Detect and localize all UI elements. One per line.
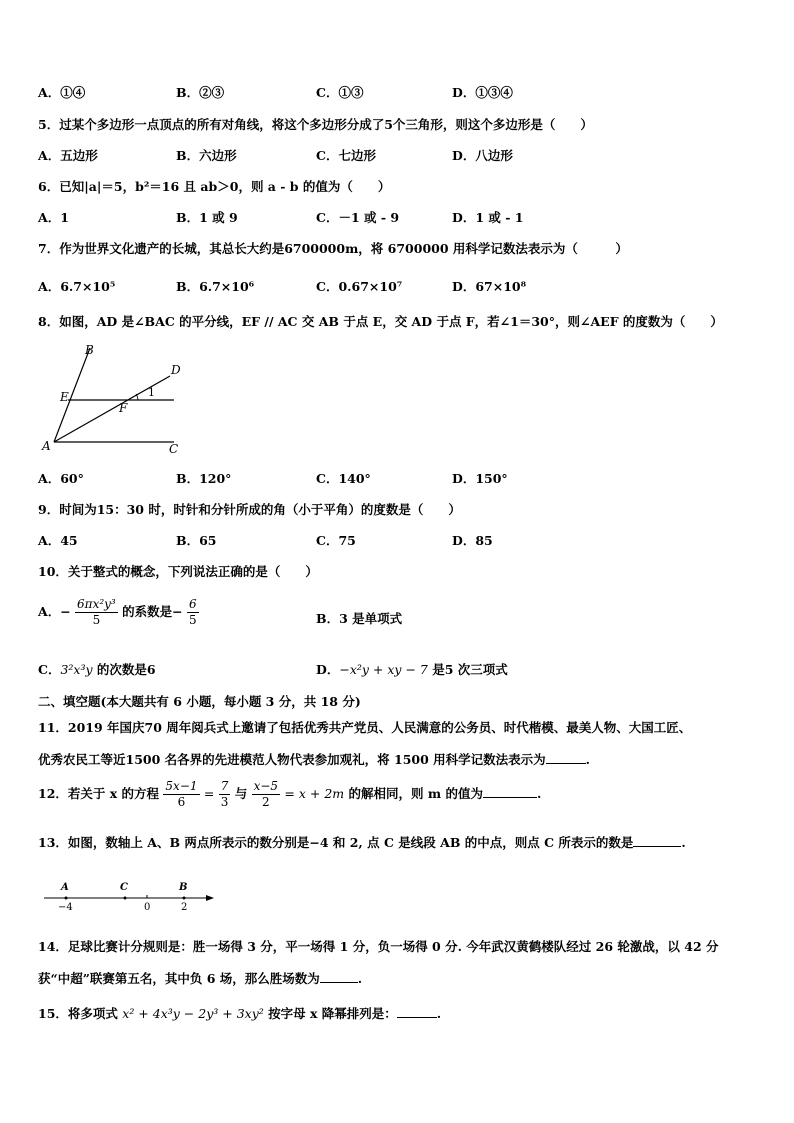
q10-d-math: −x²y + xy − 7 — [339, 662, 428, 677]
q6-option-c: C．－1 或 - 9 — [316, 210, 400, 225]
tick-label-2: 2 — [181, 902, 188, 913]
label-f: F — [119, 401, 128, 415]
point-b-dot — [183, 897, 186, 900]
tick-label-neg4: −4 — [58, 902, 73, 913]
q14-answer-blank[interactable] — [320, 970, 358, 983]
q15-line — [38, 1004, 441, 1022]
q11-end: . — [585, 752, 590, 767]
q15-suffix: 按字母 x 降幂排列是： — [268, 1006, 397, 1021]
q5-option-d: D．八边形 — [452, 148, 513, 163]
q12-f1-den: 6 — [177, 795, 186, 809]
q6-stem: 6．已知|a|＝5，b²＝16 且 ab＞0，则 a - b 的值为（ ） — [38, 179, 391, 194]
q4-option-d: D．①③④ — [452, 85, 513, 100]
q15-prefix: 15．将多项式 — [38, 1006, 118, 1021]
q10-a-mid: 的系数是− — [122, 604, 183, 619]
tick-label-0: 0 — [144, 902, 151, 913]
q5-option-a: A．五边形 — [38, 148, 98, 163]
label-b: B — [85, 343, 94, 357]
q13-number-line — [38, 874, 223, 914]
q11-line-1: 11．2019 年国庆70 周年阅兵式上邀请了包括优秀共产党员、人民满意的公务员、时代楷模、最美人物、大国工匠、 — [38, 720, 692, 735]
q12-fraction-2 — [219, 779, 231, 810]
q10-option-a — [38, 597, 199, 628]
q10-c-prefix: C． — [38, 662, 61, 677]
q15-math: x² + 4x³y − 2y³ + 3xy² — [122, 1006, 264, 1021]
q8-option-d: D．150° — [452, 471, 508, 486]
q5-option-c: C．七边形 — [316, 148, 376, 163]
label-e: E — [60, 390, 69, 404]
q12-f1-num: 5x−1 — [165, 779, 198, 793]
q12-answer-blank[interactable] — [483, 785, 537, 798]
q10-a-frac-den: 5 — [92, 613, 101, 627]
point-a-label: A — [61, 882, 69, 893]
point-a-dot — [65, 897, 68, 900]
q6-option-b: B．1 或 9 — [176, 210, 238, 225]
q14-end: . — [357, 971, 363, 986]
q15-end: . — [436, 1006, 442, 1021]
q13-line — [38, 833, 686, 851]
q12-prefix: 12．若关于 x 的方程 — [38, 786, 160, 801]
q8-option-b: B．120° — [176, 471, 232, 486]
q4-option-b: B．②③ — [176, 85, 225, 100]
q14-line-2-text: 获“中超”联赛第五名，其中负 6 场，那么胜场数为 — [38, 971, 320, 986]
q10-a-prefix: A．− — [38, 604, 71, 619]
q7-option-d: D．67×10⁸ — [452, 279, 527, 294]
q8-option-c: C．140° — [316, 471, 371, 486]
q10-option-c — [38, 660, 156, 678]
q10-a-frac2-den: 5 — [188, 613, 197, 627]
point-c-label: C — [120, 882, 128, 893]
q9-option-d: D．85 — [452, 533, 493, 548]
label-d: D — [171, 363, 181, 377]
section-2-title: 二、填空题(本大题共有 6 小题，每小题 3 分，共 18 分) — [38, 694, 361, 709]
q6-option-a: A．1 — [38, 210, 69, 225]
q4-option-a: A．①④ — [38, 85, 86, 100]
point-b-label: B — [179, 882, 188, 893]
q12-suffix: 的解相同，则 m 的值为 — [348, 786, 483, 801]
label-a: A — [42, 439, 51, 453]
q12-line — [38, 779, 541, 810]
q10-a-fraction-2 — [187, 597, 199, 628]
q11-line-2 — [38, 750, 590, 768]
q8-option-a: A．60° — [38, 471, 84, 486]
q10-stem: 10．关于整式的概念，下列说法正确的是（ ） — [38, 564, 318, 579]
q14-line-1: 14．足球比赛计分规则是：胜一场得 3 分，平一场得 1 分，负一场得 0 分. 今年武汉黄鹤楼队经过 26 轮激战，以 42 分 — [38, 939, 719, 954]
q10-c-suffix: 的次数是6 — [96, 662, 156, 677]
q9-option-a: A．45 — [38, 533, 78, 548]
q12-fraction-3 — [252, 779, 280, 810]
q10-a-fraction — [75, 597, 118, 628]
q7-option-b: B．6.7×10⁶ — [176, 279, 255, 294]
q10-option-d — [316, 660, 508, 678]
q12-f2-den: 3 — [220, 795, 229, 809]
q14-line-2 — [38, 969, 362, 987]
q13-answer-blank[interactable] — [633, 834, 681, 847]
q9-option-c: C．75 — [316, 533, 356, 548]
q10-d-suffix: 是5 次三项式 — [432, 662, 508, 677]
q6-option-d: D．1 或 - 1 — [452, 210, 524, 225]
q12-rhs: = x + 2m — [284, 786, 345, 801]
q7-option-a: A．6.7×10⁵ — [38, 279, 116, 294]
q13-end: . — [681, 835, 686, 850]
q7-option-c: C．0.67×10⁷ — [316, 279, 403, 294]
q12-f2-num: 7 — [220, 779, 229, 793]
q12-f3-num: x−5 — [253, 779, 279, 793]
q10-d-prefix: D． — [316, 662, 340, 677]
q12-eq: = — [203, 786, 215, 801]
q5-option-b: B．六边形 — [176, 148, 237, 163]
point-c-dot — [124, 897, 127, 900]
q15-answer-blank[interactable] — [397, 1005, 437, 1018]
label-c: C — [169, 442, 179, 456]
number-line-arrow-icon — [206, 895, 214, 901]
q8-geometry-figure — [38, 338, 188, 460]
q10-a-frac-num: 6πx²y³ — [77, 597, 116, 611]
label-angle-1: 1 — [148, 386, 155, 399]
q10-a-frac2-num: 6 — [188, 597, 197, 611]
q7-stem: 7．作为世界文化遗产的长城，其总长大约是6700000m，将 6700000 用科学记数法表示为（ ） — [38, 241, 628, 256]
q12-end: . — [536, 786, 542, 801]
q10-c-math: 3²x³y — [60, 662, 93, 677]
q11-line-2-text: 优秀农民工等近1500 名各界的先进模范人物代表参加观礼，将 1500 用科学记数法表示为 — [38, 752, 546, 767]
q13-stem: 13．如图，数轴上 A、B 两点所表示的数分别是−4 和 2, 点 C 是线段 AB 的中点，则点 C 所表示的数是 — [38, 835, 634, 850]
q5-stem: 5．过某个多边形一点顶点的所有对角线，将这个多边形分成了5个三角形，则这个多边形是（ ） — [38, 117, 593, 132]
q9-stem: 9．时间为15：30 时，时针和分针所成的角（小于平角）的度数是（ ） — [38, 502, 461, 517]
q12-f3-den: 2 — [262, 795, 270, 809]
q9-option-b: B．65 — [176, 533, 217, 548]
q12-fraction-1 — [163, 779, 199, 810]
q8-stem: 8．如图，AD 是∠BAC 的平分线，EF // AC 交 AB 于点 E，交 AD 于点 F，若∠1＝30°，则∠AEF 的度数为（ ） — [38, 314, 723, 329]
q10-option-b: B．3 是单项式 — [316, 611, 403, 626]
q4-option-c: C．①③ — [316, 85, 364, 100]
q11-answer-blank[interactable] — [546, 751, 586, 764]
q12-mid: 与 — [234, 786, 248, 801]
